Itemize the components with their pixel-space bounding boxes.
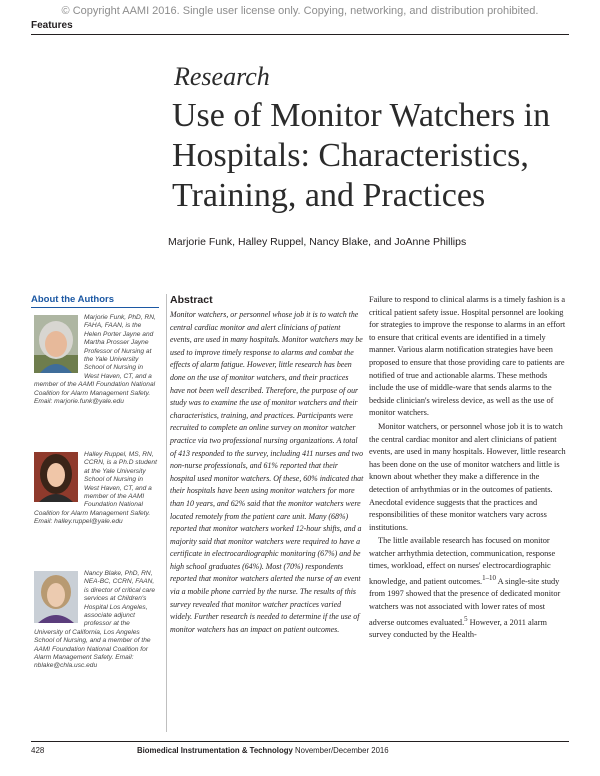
author-photo-funk [34,315,78,373]
about-authors-heading: About the Authors [31,294,115,305]
copyright-notice: © Copyright AAMI 2016. Single user license only. Copying, networking, and distribution prohibited. [61,5,539,17]
citation: 1–10 [482,575,496,583]
author-photo-blake [34,571,78,623]
citation: 5 [464,615,468,623]
article-kicker: Research [174,62,270,91]
footer-rule [31,741,569,742]
article-title: Use of Monitor Watchers in Hospitals: Characteristics, Training, and Practices [172,97,551,214]
body-paragraph: Failure to respond to clinical alarms is a timely fashion is a critical patient safety issue. Hospital personnel are looking for strategies to improve the response to alarms in an effort to ensure that critical events are identified in a timely manner. Various alarm notification strategies have been proposed to ensure that those providing care to patients are notified of true and actionable alarms. These methods include the use of middle-ware that sends alarms to the bedside clinician's wireless device, as well as the use of monitor watchers. [369,295,566,418]
abstract-heading: Abstract [170,294,213,306]
body-paragraph: Monitor watchers, or personnel whose job it is to watch the central cardiac monitor and alert clinicians of patient events, are used in many hospitals. However, little research has been done on the use of monitor watchers and little is known about whether they make a difference in the detection of arrhythmias or in the outcomes of patients. Anecdotal evidence suggests that the practices and responsibilities of these monitor watchers vary across institutions. [369,421,566,532]
author-photo-ruppel [34,452,78,502]
header-rule [31,34,569,35]
author-bio-funk: Marjorie Funk, PhD, RN, FAHA, FAAN, is the Helen Porter Jayne and Martha Prosser Jayne Professor of Nursing at the Yale University School of Nursing in West Haven, CT, and a member of the AAMI Foundation National Coalition for Alarm Management Safety. Email: marjorie.funk@yale.edu [34,314,156,406]
about-authors-rule [31,307,159,308]
abstract-text: Monitor watchers, or personnel whose job it is to watch the central cardiac monitor and alert clinicians of patient events, are used in many hospitals. Monitor watchers may be used to improve timely response to alarms and combat the effects of alarm fatigue. However, little research has been done on the use of monitor watchers, and their practices have not been well described. Therefore, the purpose of our study was to examine the use of monitor watchers and their characteristics, training, and practices. Participants were recruited to complete an online survey on monitor watcher practice via two professional nursing organizations. A total of 413 responded to the survey, including 411 nurses and two non-nurse professionals, and 61% reported that their hospital used monitor watchers. Of these, 60% indicated that their hospitals have been using monitor watchers for more than 10 years, and 62% said that the monitor watchers were located remotely from the patient care unit. Many (68%) reported that monitor watchers worked 12-hour shifts, and a majority said that monitor watchers were required to have a certificate in electrocardiographic monitoring (67%) and be high school graduates (64%). Most (70%) respondents reported that monitor watchers alerted the nurse of an event via a mobile phone carried by the nurse. The results of this survey revealed that monitor watcher practices varied widely. Further research is needed to determine if the use of monitor watchers has an impact on patient outcomes. [170,310,364,634]
body-paragraph: The little available research has focused on monitor watcher arrhythmia detection, communication, response times, workload, effect on nurses' electrocardiographic knowledge, and patient outcomes.$^{1-10}$ A single-site study from 1997 showed that the presence of dedicated monitor watchers was not associated with lower rates of most adverse outcomes evaluated.$^5$ However, a 2011 alarm survey conducted by the Health- [369,536,561,639]
author-list: Marjorie Funk, Halley Ruppel, Nancy Blake, and JoAnne Phillips [168,236,467,248]
section-label: Features [31,20,73,31]
author-bio-blake: Nancy Blake, PhD, RN, NEA-BC, CCRN, FAAN, is director of critical care services at Children's Hospital Los Angeles, associate adjunct professor at the University of California, Los Angeles School of Nursing, and a member of the AAMI Foundation National Coalition for Alarm Management Safety. Email: nblake@chla.usc.edu [34,570,156,670]
body-text [369,294,569,642]
journal-footer: Biomedical Instrumentation & Technology November/December 2016 [137,746,389,755]
column-rule [166,294,167,732]
author-bio-ruppel: Halley Ruppel, MS, RN, CCRN, is a Ph.D student at the Yale University School of Nursing in West Haven, CT, and a member of the AAMI Foundation National Coalition for Alarm Management Safety. Email: halley.ruppel@yale.edu [34,451,157,526]
page-number: 428 [31,746,45,755]
